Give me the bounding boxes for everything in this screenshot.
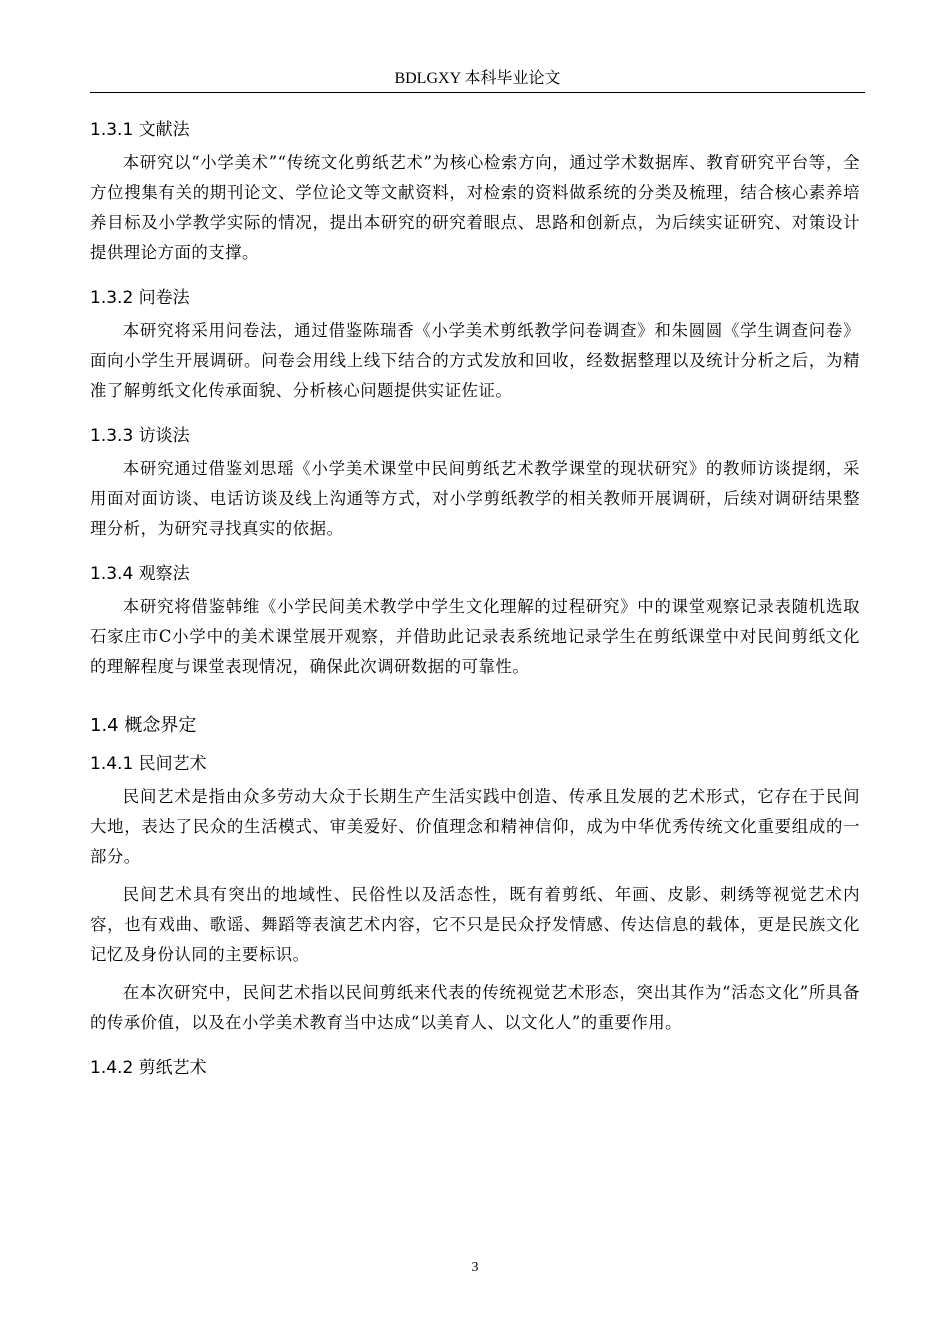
paragraph-folk-art-3: 在本次研究中，民间艺术指以民间剪纸来代表的传统视觉艺术形态，突出其作为“活态文化”所具备的传承价值，以及在小学美术教育当中达成“以美育人、以文化人”的重要作用。 [90, 983, 860, 1032]
heading-1-3-4: 1.3.4 观察法 [90, 564, 190, 584]
paragraph-folk-art-1: 民间艺术是指由众多劳动大众于长期生产生活实践中创造、传承且发展的艺术形式，它存在于民间大地，表达了民众的生活模式、审美爱好、价值理念和精神信仰，成为中华优秀传统文化重要组成的一部分。 [90, 787, 860, 866]
paragraph-questionnaire-method: 本研究将采用问卷法，通过借鉴陈瑞香《小学美术剪纸教学问卷调查》和朱圆圆《学生调查问卷》面向小学生开展调研。问卷会用线上线下结合的方式发放和回收，经数据整理以及统计分析之后，为精准了解剪纸文化传承面貌、分析核心问题提供实证佐证。 [90, 321, 860, 400]
page-number: 3 [471, 1260, 479, 1275]
heading-1-3-2: 1.3.2 问卷法 [90, 288, 190, 308]
heading-1-3-3: 1.3.3 访谈法 [90, 426, 190, 446]
heading-1-4: 1.4 概念界定 [90, 715, 197, 736]
paragraph-observation-method: 本研究将借鉴韩维《小学民间美术教学中学生文化理解的过程研究》中的课堂观察记录表随机选取石家庄市C小学中的美术课堂展开观察，并借助此记录表系统地记录学生在剪纸课堂中对民间剪纸文化的理解程度与课堂表现情况，确保此次调研数据的可靠性。 [90, 597, 860, 676]
paragraph-folk-art-2: 民间艺术具有突出的地域性、民俗性以及活态性，既有着剪纸、年画、皮影、刺绣等视觉艺术内容，也有戏曲、歌谣、舞蹈等表演艺术内容，它不只是民众抒发情感、传达信息的载体，更是民族文化记忆及身份认同的主要标识。 [90, 885, 860, 964]
paragraph-interview-method: 本研究通过借鉴刘思瑶《小学美术课堂中民间剪纸艺术教学课堂的现状研究》的教师访谈提纲，采用面对面访谈、电话访谈及线上沟通等方式，对小学剪纸教学的相关教师开展调研，后续对调研结果整理分析，为研究寻找真实的依据。 [90, 459, 860, 538]
running-header: BDLGXY 本科毕业论文 [394, 70, 561, 87]
page-body [90, 112, 860, 1086]
heading-1-4-1: 1.4.1 民间艺术 [90, 754, 207, 774]
heading-1-4-2: 1.4.2 剪纸艺术 [90, 1058, 207, 1078]
heading-1-3-1: 1.3.1 文献法 [90, 120, 190, 140]
header-rule [90, 92, 865, 93]
paragraph-literature-method: 本研究以“小学美术”“传统文化剪纸艺术”为核心检索方向，通过学术数据库、教育研究平台等，全方位搜集有关的期刊论文、学位论文等文献资料，对检索的资料做系统的分类及梳理，结合核心素养培养目标及小学教学实际的情况，提出本研究的研究着眼点、思路和创新点，为后续实证研究、对策设计提供理论方面的支撑。 [90, 153, 860, 262]
